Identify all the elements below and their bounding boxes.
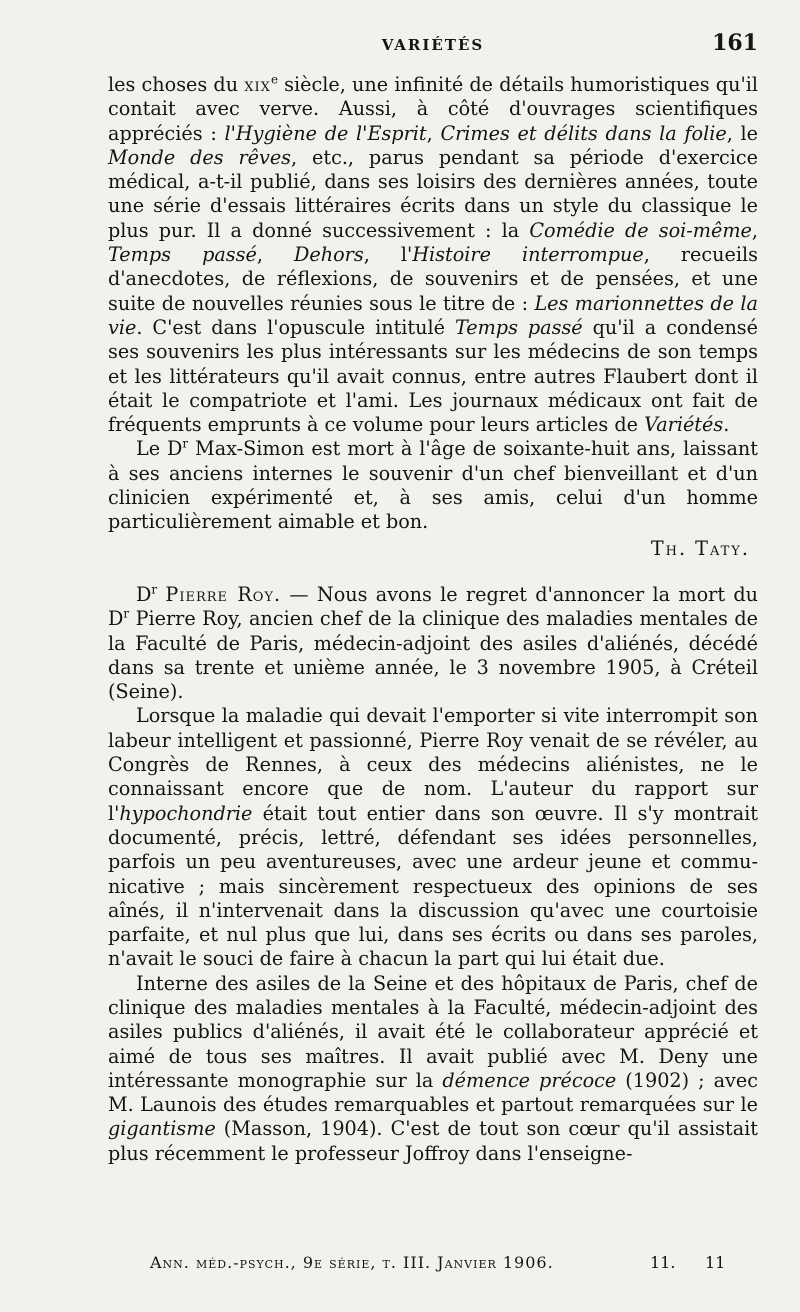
page-number: 161: [712, 30, 758, 56]
paragraph-roy-announcement: $D^r$ Pierre Roy. — Nous avons le regret d'annoncer la mort du $D^r$ Pierre Roy, ancien chef de la clinique des maladies mentales de la Faculté de Paris, médecin-adjoint des asiles d'aliénés, décédé dans sa trente et unième année, le 3 novembre 1905, à Créteil (Seine).: [108, 582, 758, 704]
book-title: l'Hygiène de l'Esprit: [224, 121, 427, 145]
paragraph-simon-works: les choses du xix$^e$ siècle, une infinité de détails humoristiques qu'il contait avec verve. Aussi, à côté d'ouvrages scientifiques appréciés : l'Hygiène de l'Esprit, Crimes et délits dans la folie, le Monde des rêves, etc., parus pendant sa période d'exercice médical, a-t-il publié, dans ses loisirs des dernières années, toute une série d'essais littéraires écrits dans un style du classique le plus pur. Il a donné successivement : la Comédie de soi-même, Temps passé, Dehors, l'Histoire interrompue, recueils d'anecdotes, de réflexions, de souvenirs et de pensées, et une suite de nouvelles réunies sous le titre de : Les marionnettes de la vie. C'est dans l'opuscule intitulé Temps passé qu'il a condensé ses souvenirs les plus intéressants sur les médecins de son temps et les littérateurs qu'il avait connus, entre autres Flaubert dont il était le compatriote et l'ami. Les journaux médicaux ont fait de fréquents emprunts à ce volume pour leurs articles de Variétés.: [108, 72, 759, 437]
book-title: gigantisme: [108, 1117, 216, 1141]
obituary-heading-name: Pierre Roy.: [165, 582, 282, 606]
book-title: Les marionnettes de la vie: [108, 291, 758, 339]
author-signature: Th. Taty.: [650, 536, 750, 560]
book-title: démence précoce: [442, 1068, 617, 1092]
book-title: Histoire interrompue: [412, 243, 644, 267]
book-title: Temps passé: [454, 315, 583, 339]
book-title: Monde des rêves: [108, 145, 292, 169]
footer-citation: Ann. méd.-psych., 9e série, t. III. Janvier 1906.: [150, 1253, 554, 1272]
page-footer: [150, 1253, 760, 1279]
running-head: [108, 30, 758, 64]
body-text: [108, 73, 758, 1166]
paragraph-roy-congress: Lorsque la maladie qui devait l'emporter si vite interrompit son labeur intelligent et passionné, Pierre Roy venait de se révéler, au Congrès de Rennes, à ceux des médecins aliénistes, ne le connaissant encore que de nom. L'auteur du rapport sur l'hypochondrie était tout entier dans son œuvre. Il s'y montrait documenté, précis, lettré, défendant ses idées personnelles, parfois un peu aventureuses, avec une ardeur jeune et communicative ; mais sincèrement respectueux des opinions de ses aînés, il n'intervenait dans la discussion qu'avec une courtoisie parfaite, et nul plus que lui, dans ses écrits ou dans ses paroles, n'avait le souci de faire à chacun la part qui lui était due.: [108, 704, 758, 971]
book-title: Crimes et délits dans la folie: [440, 121, 727, 145]
paragraph-simon-death: Le $D^r$ Max-Simon est mort à l'âge de soixante-huit ans, laissant à ses anciens internes le souvenir d'un chef bienveillant et d'un clinicien expérimenté et, à ses amis, celui d'un homme particulièrement aimable et bon.: [108, 437, 758, 534]
book-title: Variétés: [644, 413, 724, 437]
report-title: hypochondrie: [119, 801, 253, 825]
footer-signature-mark: 11.: [650, 1253, 676, 1272]
book-title: Dehors: [294, 243, 364, 267]
book-title: Temps passé: [108, 243, 257, 267]
footer-signature-mark-2: 11: [705, 1253, 726, 1272]
running-title: VARIÉTÉS: [381, 36, 485, 54]
paragraph-roy-career: Interne des asiles de la Seine et des hôpitaux de Paris, chef de clinique des maladies mentales à la Faculté, médecin-adjoint des asiles publics d'aliénés, il avait été le collaborateur apprécié et aimé de tous ses maîtres. Il avait publié avec M. Deny une intéressante monographie sur la démence précoce (1902) ; avec M. Launois des études remarquables et partout remarquées sur le gigantisme (Masson, 1904). C'est de tout son cœur qu'il assistait plus récemment le professeur Joffroy dans l'enseigne-: [108, 971, 758, 1165]
book-title: Comédie de soi-même: [529, 218, 752, 242]
